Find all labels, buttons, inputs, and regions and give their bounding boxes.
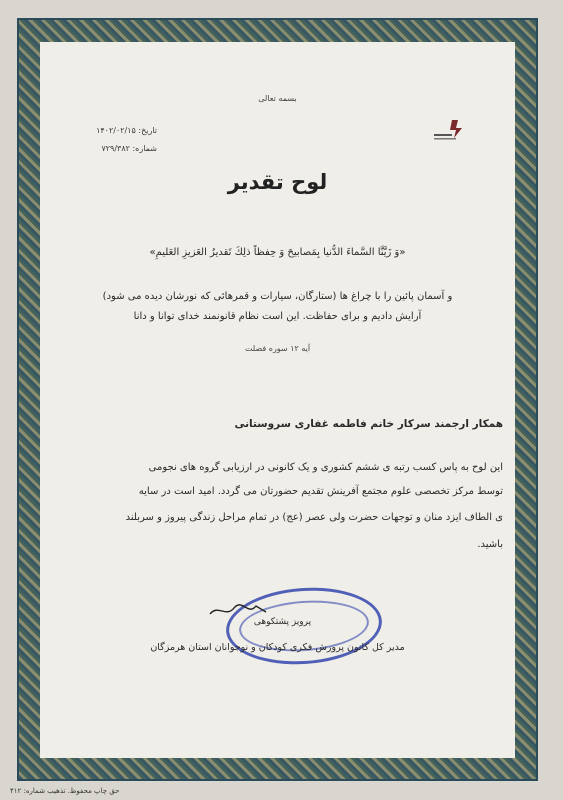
footer-text: حق چاپ محفوظ. تذهیب شماره: ۴۱۲: [10, 787, 120, 795]
verse-translation-line-1: و آسمان پائین را با چراغ ها (ستارگان، سیارات و قمرهائی که نورشان دیده می شود): [102, 291, 453, 302]
signer-position: مدیر کل کانون پرورش فکری کودکان و نوجوانان استان هرمزگان: [150, 642, 405, 653]
certificate-content: [40, 42, 515, 758]
body-line-1: این لوح به پاس کسب رتبه ی ششم کشوری و یک کانونی در ارزیابی گروه های نجومی: [148, 462, 503, 473]
verse-translation-line-2: آرایش دادیم و برای حفاظت. این است نظام قانونمند خدای توانا و دانا: [133, 311, 422, 322]
date-field: تاریخ: ۱۴۰۲/۰۲/۱۵: [96, 126, 157, 135]
recipient-name: همکار ارجمند سرکار خانم فاطمه غفاری سروستانی: [234, 418, 503, 430]
verse-reference: آیه ۱۲ سوره فصلت: [244, 344, 311, 353]
body-line-3: ی الطاف ایزد منان و توجهات حضرت ولی عصر (عج) در تمام مراحل زندگی پیروز و سربلند: [125, 512, 503, 523]
certificate-title: لوح تقدیر: [227, 170, 328, 194]
reference-number: شماره: ۷۲۹/۳۸۲: [101, 144, 157, 153]
body-line-2: توسط مرکز تخصصی علوم مجتمع آفرینش تقدیم حضورتان می گردد. امید است در سایه: [138, 486, 503, 497]
signer-name: پرویز پشتکوهی: [253, 617, 312, 627]
print-footer: [0, 786, 563, 800]
body-line-4: باشید.: [477, 539, 503, 550]
kanoon-logo-icon: [432, 118, 466, 142]
invocation-text: بسمه تعالی: [258, 94, 297, 103]
quran-verse: «وَ زَيَّنَّا السَّماءَ الدُّنيا بِمَصابيحَ وَ حِفظاً ذلِكَ تَقديرُ العَزيزِ العَليمِ»: [149, 247, 406, 258]
